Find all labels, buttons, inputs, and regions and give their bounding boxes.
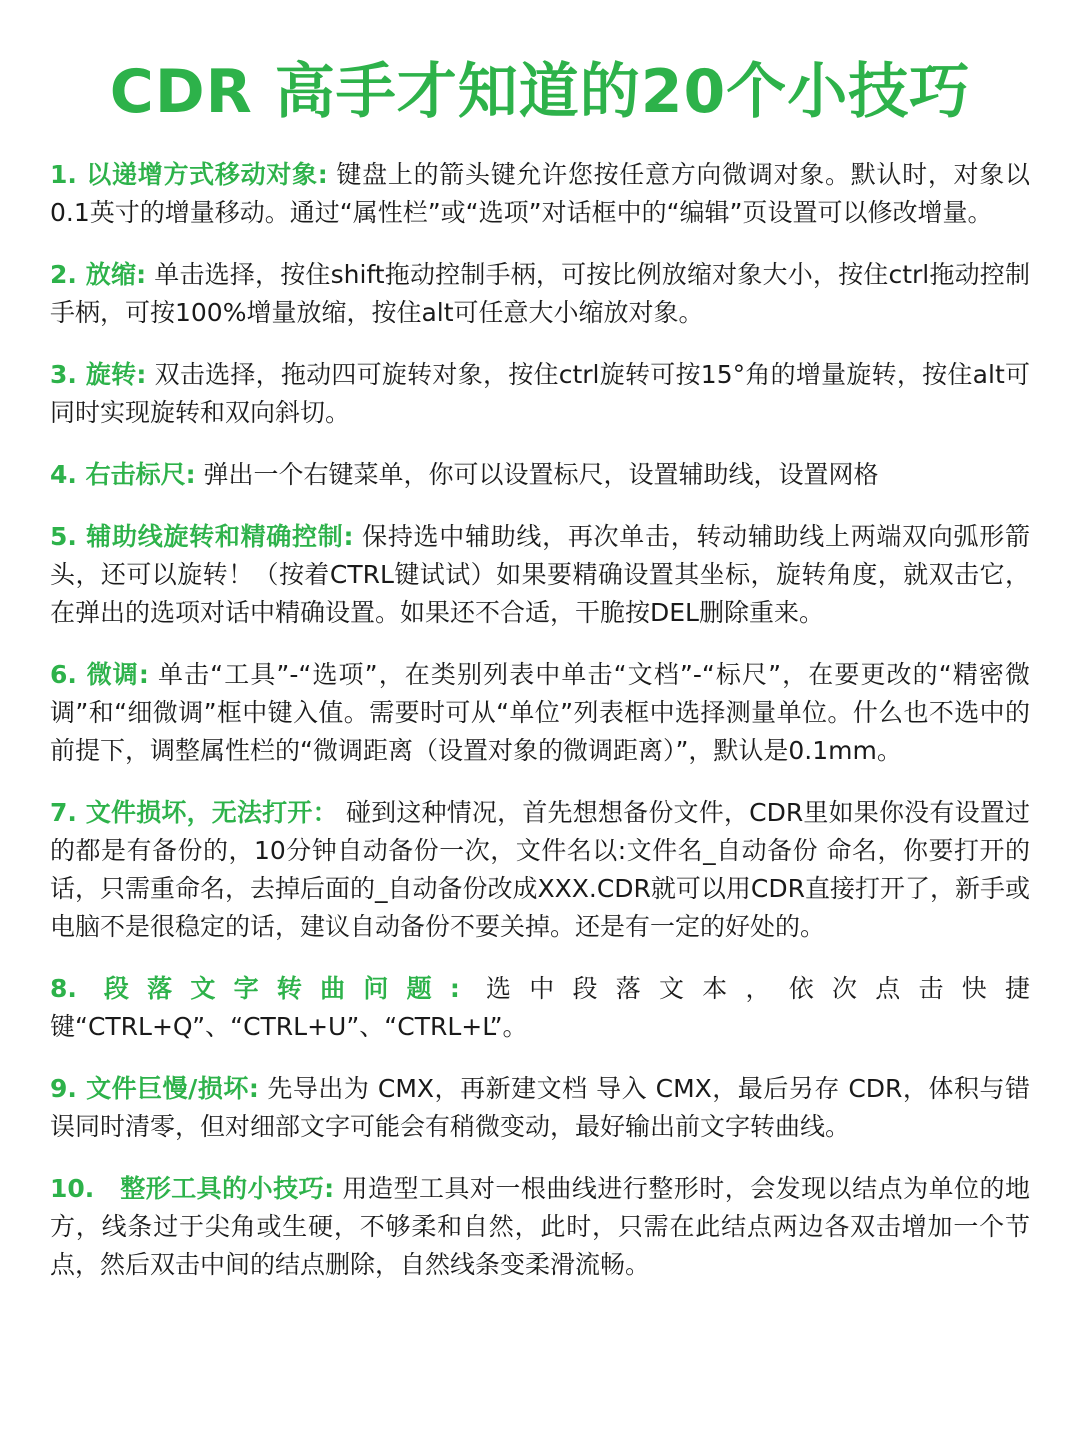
tip-heading: 5. 辅助线旋转和精确控制: [50, 522, 354, 551]
tip-body: 双击选择，拖动四可旋转对象，按住ctrl旋转可按15°角的增量旋转，按住alt可同时实现旋转和双向斜切。 [50, 360, 1031, 427]
tip-heading: 10. 整形工具的小技巧: [50, 1174, 335, 1203]
tip-item [50, 156, 1030, 232]
tip-body: 弹出一个右键菜单，你可以设置标尺，设置辅助线，设置网格 [203, 460, 879, 489]
tip-item [50, 518, 1030, 632]
tips-list [50, 156, 1030, 1284]
tip-body: 单击“工具”-“选项”，在类别列表中单击“文档”-“标尺”，在要更改的“精密微调”和“细微调”框中键入值。需要时可从“单位”列表框中选择测量单位。什么也不选中的前提下，调整属性栏的“微调距离（设置对象的微调距离）”，默认是0.1mm。 [50, 660, 1031, 765]
tip-item [50, 794, 1030, 946]
tip-body: 先导出为 CMX，再新建文档 导入 CMX，最后另存 CDR，体积与错误同时清零，但对细部文字可能会有稍微变动，最好输出前文字转曲线。 [50, 1074, 1030, 1141]
tip-item [50, 456, 1030, 494]
tip-heading: 6. 微调: [50, 660, 149, 689]
tip-heading: 8. 段落文字转曲问题: [50, 974, 460, 1003]
tip-heading: 4. 右击标尺: [50, 460, 196, 489]
tip-item [50, 1070, 1030, 1146]
tip-item [50, 1170, 1030, 1284]
tip-item [50, 970, 1030, 1046]
tip-item [50, 256, 1030, 332]
tip-heading: 9. 文件巨慢/损坏: [50, 1074, 259, 1103]
tip-heading: 1. 以递增方式移动对象: [50, 160, 328, 189]
tip-heading: 2. 放缩: [50, 260, 147, 289]
tip-heading: 3. 旋转: [50, 360, 147, 389]
tip-body: 选中段落文本，依次点击快捷键“CTRL+Q”、“CTRL+U”、“CTRL+L”。 [50, 974, 1030, 1041]
tip-heading: 7. 文件损坏，无法打开： [50, 798, 338, 827]
tip-item [50, 356, 1030, 432]
page-title: CDR 高手才知道的20个小技巧 [109, 57, 971, 127]
tip-body: 碰到这种情况，首先想想备份文件，CDR里如果你没有设置过的都是有备份的，10分钟自动备份一次，文件名以:文件名_自动备份 命名，你要打开的话，只需重命名，去掉后面的_自动备份改成XXX.CDR就可以用CDR直接打开了，新手或电脑不是很稳定的话，建议自动备份不要关掉。还是有一定的好处的。 [50, 798, 1030, 941]
tip-item [50, 656, 1030, 770]
tip-body: 保持选中辅助线，再次单击，转动辅助线上两端双向弧形箭头，还可以旋转！（按着CTRL键试试）如果要精确设置其坐标，旋转角度，就双击它，在弹出的选项对话中精确设置。如果还不合适，干脆按DEL删除重来。 [50, 522, 1030, 627]
tip-body: 键盘上的箭头键允许您按任意方向微调对象。默认时，对象以0.1英寸的增量移动。通过“属性栏”或“选项”对话框中的“编辑”页设置可以修改增量。 [50, 160, 1030, 227]
tip-body: 用造型工具对一根曲线进行整形时，会发现以结点为单位的地方，线条过于尖角或生硬，不够柔和自然，此时，只需在此结点两边各双击增加一个节点，然后双击中间的结点删除，自然线条变柔滑流畅。 [50, 1174, 1030, 1279]
tip-body: 单击选择，按住shift拖动控制手柄，可按比例放缩对象大小，按住ctrl拖动控制手柄，可按100%增量放缩，按住alt可任意大小缩放对象。 [50, 260, 1030, 327]
